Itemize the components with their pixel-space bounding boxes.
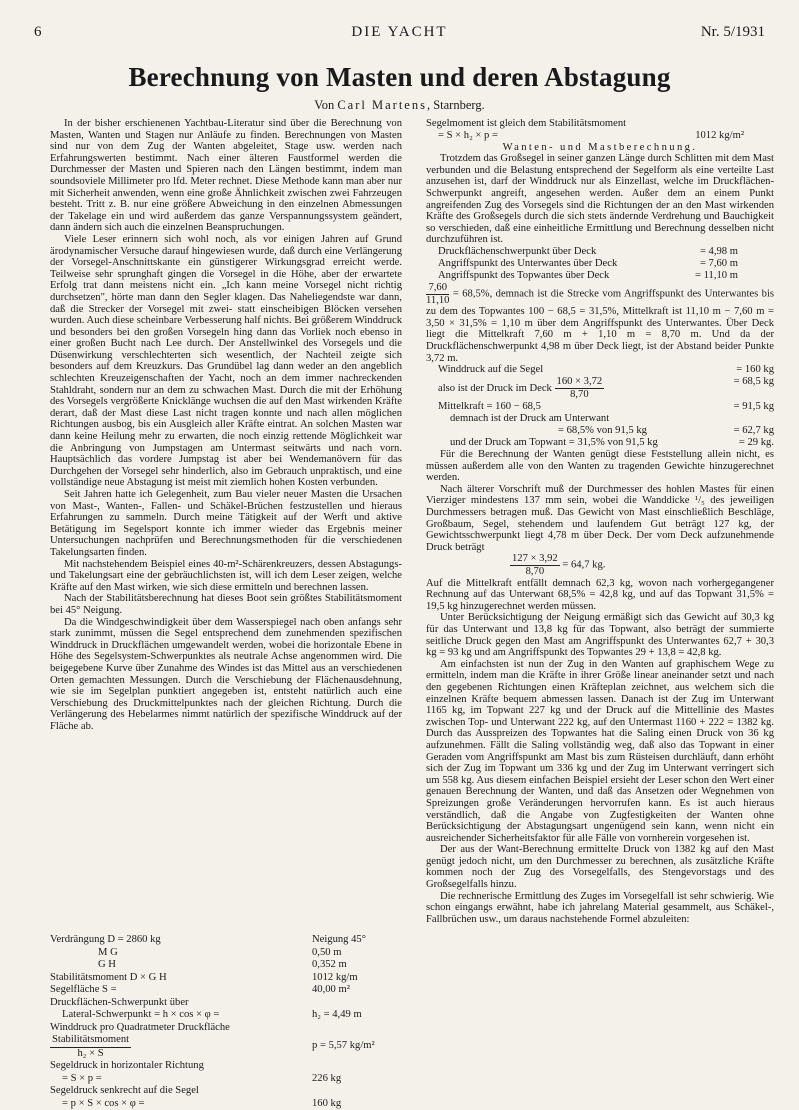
calc-value (722, 413, 774, 425)
page-header (34, 24, 765, 44)
left-column (50, 118, 402, 732)
paragraph: Am einfachsten ist nun der Zug in den Wanten auf graphischem Wege zu ermitteln, indem man die Kräfte in ihrer Größe linear aneinander setzt und nach den gegebenen Richtungen einen Kräfteplan zeichnet, aus welchem sich die einzelnen Kräfte bequem abmessen lassen. Danach ist der Zug im Unterwant 1165 kg, im Topwant 227 kg und der Druck auf die Mittellinie des Mastes zwischen Top- und Unterwant 222 kg, auf den Untermast 1160 + 222 = 1382 kg. Durch das Ausspreizen des Topwantes hat die Saling einen Druck von 36 kg aufzunehmen. Fällt die Saling vollständig weg, daß also das Topwant in einer Geraden vom Angriffspunkt am Mast bis zum Rüsteisen durchläuft, dann erhöht sich der Zug im Topwant um 336 kg und der Zug im Unterwant verringert sich um 558 kg. Aus diesem einfachen Beispiel ersieht der Leser schon den Wert einer genauen Berechnung der Wanten, und daß das Ansetzen oder Wegnehmen von Spreizungen große Veränderungen hervorrufen kann. Es ist auch hieraus verständlich, daß die Angabe von Zugfestigkeiten der Wanten ohne Berücksichtigung der Abstagungsart ungenügend sein kann, wenn nicht ein ausreichender Sicherheitsfaktor für alle Fälle von vornherein vorgesehen ist. (426, 659, 774, 845)
calc-row (50, 984, 370, 997)
fraction-denominator: 8,70 (555, 389, 605, 401)
right-column (426, 118, 774, 925)
calc-value: h₂ = 4,49 m (312, 1009, 362, 1022)
fraction-denominator: 8,70 (510, 566, 560, 578)
fraction-numerator: Stabilitätsmoment (50, 1034, 131, 1048)
fraction (555, 376, 605, 401)
calc-value: = 7,60 m (680, 258, 738, 270)
calc-row (50, 1085, 370, 1098)
calc-label: Lateral-Schwerpunkt = h × cos × φ = (50, 1009, 219, 1020)
calc-value: 1012 kg/m² (592, 130, 774, 142)
calc-value: 226 kg (312, 1073, 341, 1086)
calc-row (50, 959, 370, 972)
fraction-numerator: 7,60 (426, 282, 449, 295)
fraction-numerator: 127 × 3,92 (510, 553, 560, 566)
paragraph: Der aus der Want-Berechnung ermittelte Druck von 1382 kg auf den Mast genügt jedoch nicht, um den Durchmesser zu berechnen, als zusätzliche Kräfte kommen noch der Zug des Vorsegelfalls, des Stengevorstags und des Großsegelfalls hinzu. (426, 844, 774, 890)
issue-number: Nr. 5/1931 (701, 24, 765, 41)
paragraph: Nach älterer Vorschrift muß der Durchmesser des hohlen Mastes für einen Vierziger mindestens 137 mm sein, wobei die Wanddicke ¹/₅ des jeweiligen Durchmessers betragen muß. Das Gewicht von Mast einschließlich Beschläge, Großbaum, Segel, stehendem und laufendem Gut beträgt 127 kg, der Gewichtsschwerpunkt liegt 4,78 m über Deck. Der vom Deck aufzunehmende Druck beträgt (426, 484, 774, 554)
page-number: 6 (34, 24, 42, 41)
fraction-denominator: 11,10 (426, 295, 449, 307)
calc-label: Druckflächenschwerpunkt über Deck (438, 246, 680, 258)
calc-row (50, 1022, 370, 1035)
calc-value: p = 5,57 kg/m² (312, 1040, 375, 1053)
calc-label: = p × S × cos × φ = (50, 1098, 144, 1109)
moment-row (426, 130, 774, 142)
fraction (426, 282, 449, 306)
calc-value: = 29 kg. (722, 437, 774, 449)
paragraph: In der bisher erschienenen Yachtbau-Literatur sind über die Berechnung von Masten, Wanten und Stagen nur Anläufe zu finden. Berechnungen von Masten sind nur von dem Zug der Wanten abgeleitet, Stage usw. werden nach Erfahrungswerten bestimmt. Nach einer älteren Faustformel werden die Durchmesser der Masten und Spieren nach den Längen bestimmt, indem man soundsoviele Millimeter pro lfd. Meter rechnet. Diese Methode kann man aber nur mit Sicherheit anwenden, wenn eine große Ähnlichkeit zwischen zwei Fahrzeugen besteht. Tritt z. B. nur eine größere Abweichung in den einzelnen Abmessungen der Takelage ein und wird außerdem das ganze Verspannungssystem geändert, dann ändern sich auch die einzelnen Beanspruchungen. (50, 118, 402, 234)
table-row (438, 258, 738, 270)
calc-row (50, 1098, 370, 1110)
calc-value: = 68,5 kg (722, 376, 774, 401)
table-row (438, 437, 774, 449)
calc-value: Neigung 45° (312, 934, 366, 947)
calc-row (50, 1009, 370, 1022)
calc-label: Angriffspunkt des Topwantes über Deck (438, 270, 680, 282)
table-row (438, 376, 774, 401)
calc-value: 1012 kg/m (312, 972, 358, 985)
calc-label: Segeldruck in horizontaler Richtung (50, 1060, 204, 1071)
calc-label: Winddruck pro Quadratmeter Druckfläche (50, 1022, 230, 1033)
calc-row (50, 1060, 370, 1073)
calc-value: 0,50 m (312, 947, 341, 960)
calc-label: Angriffspunkt des Unterwantes über Deck (438, 258, 680, 270)
calc-label: Druckflächen-Schwerpunkt über (50, 997, 189, 1008)
byline-prefix: Von (314, 98, 334, 112)
paragraph: Unter Berücksichtigung der Neigung ermäßigt sich das Gewicht auf 30,3 kg für das Unterwant und 13,8 kg für das Topwant, also beträgt der summierte seitliche Druck gegen den Mast am Angriffspunkt des Unterwantes 62,7 + 30,3 kg = 93 kg und am Angriffspunkt des Topwantes 29 + 13,8 = 42,8 kg. (426, 612, 774, 658)
calc-row (50, 997, 370, 1010)
calc-value: = 91,5 kg (722, 401, 774, 413)
table-row (438, 413, 774, 425)
fraction (510, 553, 560, 577)
paragraph: Die rechnerische Ermittlung des Zuges im Vorsegelfall ist sehr schwierig. Wie schon eingangs erwähnt, habe ich jahrelang Material gesammelt, aus Schäkel-, Fallbrüchen usw., um daraus nachstehende Formel abzuleiten: (426, 891, 774, 926)
fraction-denominator: h₂ × S (50, 1048, 131, 1061)
calc-row (50, 1073, 370, 1086)
paragraph: Segelmoment ist gleich dem Stabilitätsmoment (426, 118, 774, 130)
calc-label: M G (50, 947, 118, 958)
byline (0, 98, 799, 113)
calc-value: 0,352 m (312, 959, 347, 972)
article-title: Berechnung von Masten und deren Abstagung (60, 62, 739, 93)
calc-label (438, 376, 722, 401)
paragraph: Nach der Stabilitätsberechnung hat dieses Boot sein größtes Stabilitätsmoment bei 45° Neigung. (50, 593, 402, 616)
calc-value: = 160 kg (722, 364, 774, 376)
section-heading: Wanten- und Mastberechnung. (426, 142, 774, 154)
force-table (438, 364, 774, 449)
paragraph: Seit Jahren hatte ich Gelegenheit, zum Bau vieler neuer Masten die Ursachen von Mast-, Wanten-, Fallen- und Schäkel-Brüchen festzustellen und hieraus Erfahrungen zu sammeln. Durch meine Tätigkeit auf der Werft und aktive Betätigung im Segelsport konnte ich immer wieder das Ergebnis meiner Untersuchungen nachprüfen und Berechnungsmethoden für die verschiedenen Takelungsarten finden. (50, 489, 402, 559)
paragraph: Viele Leser erinnern sich wohl noch, als vor einigen Jahren auf Grund ärodynamischer Versuche darauf hingewiesen wurde, daß durch eine Verlängerung der Vorsegel-Anschnittskante ein günstigerer Wirkungsgrad erreicht werde. Teilweise sehr sprunghaft gingen die Vorsegel in die Höhe, aber der erwartete Erfolg trat dann meistens nicht ein. „Ich kann meine Vorsegel nicht richtig durchsetzen", hörte man dann den Segler klagen. Das Naheliegendste war dann, daß die Strecker der Vorsegel mit zwei- statt einscheibigen Blöcken versehen wurden. Auch diese scheinbare Verbesserung half nichts. Bei größerem Winddruck und besonders bei den großen Vorsegeln hing dann das Vorliek noch ebenso in einer großen Bucht nach Lee durch. Der Anstellwinkel des Vorsegels und die Düsenwirkung verschlechterten sich wesentlich, der Nachteil zeigte sich besonders auf dem Kreuzkurs. Das Grundübel lag dann weder an den angeblich schlechten Kreuzeigenschaften der Yacht, noch an dem immer nachreckenden Stahldraht, sondern nur an dem zu schwachen Mast. Durch die mit der Erhöhung des Vorsegels vergrößerte Knicklänge wuchsen die auf den Mast wirkenden Kräfte derart, daß der Mast diese Last nicht tragen konnte und nach allen möglichen Richtungen ausbog, bis ein Ausgleich aller Kräfte eintrat. An solchen Masten war dann keine Heilung mehr zu erwarten, die noch einzig rettende Möglichkeit war die Anbringung von Jumpstagen am Untermast seitwärts und nach vorn. Hauptsächlich das vordere Jumpstag ist aber bei Wendemanövern für das Durchgehen der Vorsegel sehr hinderlich, also im Gebrauch unpraktisch, und eine vollständige neue Abstagung ist meist mit ziemlich hohen Kosten verbunden. (50, 234, 402, 489)
calc-value: = 62,7 kg (722, 425, 774, 437)
calc-label: Mittelkraft = 160 − 68,5 (438, 401, 722, 413)
table-row (438, 401, 774, 413)
calc-label: Segeldruck senkrecht auf die Segel (50, 1085, 199, 1096)
paragraph: Da die Windgeschwindigkeit über dem Wasserspiegel nach oben anfangs sehr stark zunimmt, müssen die Segel entsprechend dem zunehmenden spezifischen Winddruck in Druckflächen umgewandelt werden, wobei die horizontale Ebene in Höhe des Segelsystem-Schwerpunktes als neutrale Achse angenommen wird. Die beigegebene Kurve über Zunahme des Windes ist das Mittel aus an verschiedenen Orten gemachten Messungen. Durch die Verschiebung der Flächenausdehnung, wie sie im Segelplan punktiert angegeben ist, entsteht natürlich auch eine Verschiebung des Druckmittelpunktes nach der gleichen Richtung. Durch die Verlängerung des Hebelarmes nimmt natürlich der spezifische Winddruck auf der Fläche ab. (50, 617, 402, 733)
calc-label: Verdrängung D = 2860 kg (50, 934, 161, 945)
calc-value: = 11,10 m (680, 270, 738, 282)
calc-row (50, 947, 370, 960)
calc-label: Winddruck auf die Segel (438, 364, 722, 376)
calc-value: 40,00 m² (312, 984, 350, 997)
author-name: Carl Martens (337, 98, 427, 112)
calc-label-text: also ist der Druck im Deck (438, 383, 552, 394)
paragraph (426, 282, 774, 364)
table-row (438, 425, 774, 437)
calc-value: = 64,7 kg. (562, 560, 605, 571)
calc-value: = 4,98 m (680, 246, 738, 258)
calc-row (50, 972, 370, 985)
author-place: , Starnberg. (427, 98, 485, 112)
calc-label: G H (50, 959, 116, 970)
table-row (438, 364, 774, 376)
paragraph: Für die Berechnung der Wanten genügt diese Feststellung allein nicht, es müssen außerdem alle von den Wanten zu tragenden Gewichte hinzugerechnet werden. (426, 449, 774, 484)
calc-row (50, 934, 370, 947)
paragraph-text: = 68,5%, demnach ist die Strecke vom Angriffspunkt des Unterwantes bis zu dem des Topwantes 100 − 68,5 = 31,5%, Mittelkraft ist 11,10 m − 7,60 m = 3,50 × 31,5% = 1,10 m über dem Angriffspunkt des Unterwantes. Über Deck liegt die Mittelkraft 7,60 m + 1,10 m = 8,70 m. Und da der Druckflächenschwerpunkt 4,98 m über Deck liegt, ist der Abstand beider Punkte 3,72 m. (426, 288, 774, 363)
calc-label: Segelfläche S = (50, 984, 117, 995)
fraction-numerator: 160 × 3,72 (555, 376, 605, 389)
table-row (438, 246, 738, 258)
calc-label: = S × h₂ × p = (426, 130, 592, 142)
calc-label: = S × p = (50, 1073, 102, 1084)
paragraph: Trotzdem das Großsegel in seiner ganzen Länge durch Schlitten mit dem Mast verbunden und die Belastung entsprechend der Segelform als eine verteilte Last anzusehen ist, darf der Winddruck nur als Einzellast, welche im Druckflächen-Schwerpunkt angreift, angesehen werden. Außer dem an einem Punkt angreifenden Zug des Vorsegels sind die Richtungen der an den Mast wirkenden Kräfte des Großsegels durch die sich stets ändernde Verdrehung und Bauchigkeit so verschieden, daß eine einheitliche Ermittlung und Berechnung desselben nicht durchzuführen ist. (426, 153, 774, 246)
table-row (438, 270, 738, 282)
calc-row (50, 1034, 370, 1052)
fraction (50, 1034, 131, 1060)
calc-label: demnach ist der Druck am Unterwant (438, 413, 722, 425)
weight-fraction (426, 553, 774, 577)
calc-value: 160 kg (312, 1098, 341, 1110)
height-table (438, 246, 738, 282)
paragraph: Mit nachstehendem Beispiel eines 40-m²-Schärenkreuzers, dessen Abstagungs- und Takelungsart eine der gebräuchlichsten ist, will ich dem Leser zeigen, welche Kräfte auf den Mast wirken, wie sich diese ermitteln und berechnen lassen. (50, 559, 402, 594)
calc-label: = 68,5% von 91,5 kg (438, 425, 722, 437)
calc-label: Stabilitätsmoment D × G H (50, 972, 167, 983)
paragraph: Auf die Mittelkraft entfällt demnach 62,3 kg, wovon nach vorhergegangener Rechnung auf das Unterwant 68,5% = 42,8 kg, und auf das Topwant 31,5% = 19,5 kg hinzugerechnet werden müssen. (426, 578, 774, 613)
calc-label: und der Druck am Topwant = 31,5% von 91,5 kg (438, 437, 722, 449)
magazine-title: DIE YACHT (34, 24, 765, 41)
